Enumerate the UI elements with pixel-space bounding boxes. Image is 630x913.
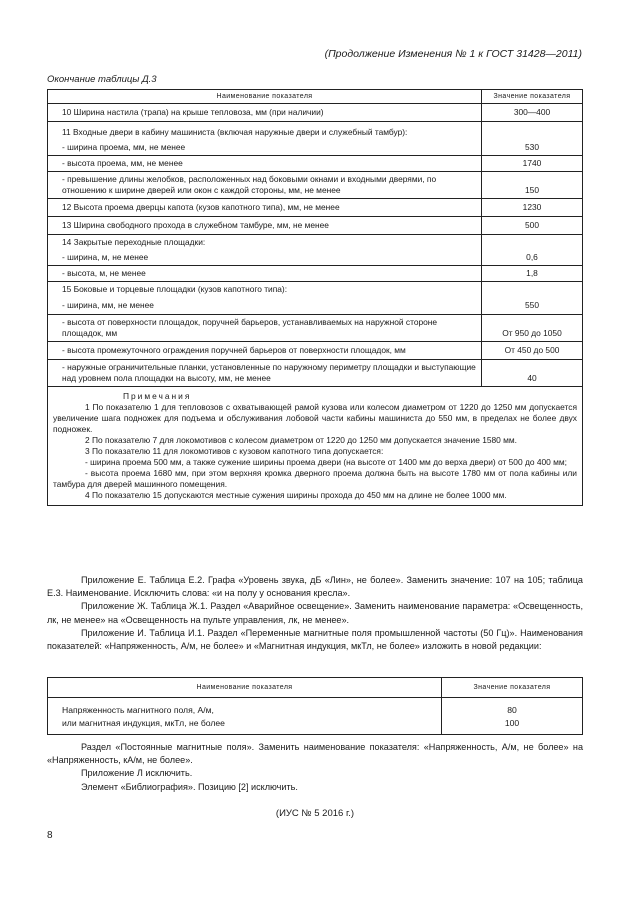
note-3b: - высота проема 1680 мм, при этом верхняя кромка дверного проема должна быть на высоте 1780 мм от пола кабины или тамбура для дверей машинного помещения. (53, 468, 577, 489)
row-15a-value: 550 (482, 297, 583, 315)
col-header-name: Наименование показателя (48, 90, 482, 104)
paragraph-static-fields: Раздел «Постоянные магнитные поля». Заменить наименование показателя: «Напряженность, А/м, не более» на «Напряженность, кА/м, не более». (47, 742, 583, 766)
row-15d-value: 40 (482, 360, 583, 387)
table-row (48, 698, 583, 735)
row-10-name: 10 Ширина настила (трапа) на крыше тепловоза, мм (при наличии) (48, 104, 482, 122)
col-header-value: Значение показателя (442, 678, 583, 698)
col-header-value: Значение показателя (482, 90, 583, 104)
row-10-value: 300—400 (482, 104, 583, 122)
paragraph-appendix-zh: Приложение Ж. Таблица Ж.1. Раздел «Аварийное освещение». Заменить наименование параметра: «Освещенность, лк, не менее» на «Освещенность на пульте управления, лк, не менее». (47, 601, 583, 625)
paragraph-appendix-l: Приложение Л исключить. (81, 768, 193, 779)
row-2-name: или магнитная индукция, мкТл, не более (62, 718, 225, 728)
row-14a-value: 0,6 (482, 250, 583, 266)
row-11c-value: 150 (482, 172, 583, 199)
row-14b-name: - высота, м, не менее (48, 266, 482, 282)
page-header: (Продолжение Изменения № 1 к ГОСТ 31428—2011) (324, 48, 582, 60)
row-2-value: 100 (504, 718, 520, 728)
ius-reference: (ИУС № 5 2016 г.) (275, 808, 355, 819)
row-13-name: 13 Ширина свободного прохода в служебном тамбуре, мм, не менее (48, 217, 482, 235)
paragraph-bibliography: Элемент «Библиография». Позицию [2] исключить. (81, 781, 298, 792)
row-15b-name: - высота от поверхности площадок, поручней барьеров, устанавливаемых на наружной стороне площадок, мм (48, 315, 482, 342)
row-12-name: 12 Высота проема дверцы капота (кузов капотного типа), мм, не менее (48, 199, 482, 217)
table-row (48, 140, 583, 156)
table-row (48, 172, 583, 199)
table-header-row (48, 678, 583, 698)
table-row (48, 342, 583, 360)
row-11a-name: - ширина проема, мм, не менее (48, 140, 482, 156)
row-15a-name: - ширина, мм, не менее (48, 297, 482, 315)
note-3: 3 По показателю 11 для локомотивов с кузовом капотного типа допускается: (85, 446, 384, 456)
row-11-name: 11 Входные двери в кабину машиниста (включая наружные двери и служебный тамбур): (48, 122, 482, 141)
row-12-value: 1230 (482, 199, 583, 217)
row-15b-value: От 950 до 1050 (482, 315, 583, 342)
row-15c-value: От 450 до 500 (482, 342, 583, 360)
row-15-name: 15 Боковые и торцевые площадки (кузов капотного типа): (48, 282, 482, 298)
note-1: 1 По показателю 1 для тепловозов с охватывающей рамой кузова или колесом диаметром от 1220 до 1250 мм допускается увеличение шага подножек для подъема и обслуживания лобовой части кабины машиниста до 550 мм, в пределах не более двух подножек. (53, 402, 577, 434)
table-magnetic-fields (47, 677, 583, 735)
table-row (48, 217, 583, 235)
row-14-name: 14 Закрытые переходные площадки: (48, 235, 482, 251)
note-4: 4 По показателю 15 допускаются местные сужения ширины прохода до 450 мм на длине не более 1000 мм. (85, 490, 507, 500)
row-1-value: 80 (507, 705, 517, 715)
note-2: 2 По показателю 7 для локомотивов с колесом диаметром от 1220 до 1250 мм допускается значение 1580 мм. (85, 435, 517, 445)
table-header-row (48, 90, 583, 104)
table-row (48, 199, 583, 217)
row-11b-value: 1740 (482, 156, 583, 172)
row-15c-name: - высота промежуточного ограждения поручней барьеров от поверхности площадок, мм (48, 342, 482, 360)
page-number: 8 (47, 830, 53, 841)
table-row (48, 156, 583, 172)
row-1-name: Напряженность магнитного поля, А/м, (62, 705, 214, 715)
paragraph-appendix-i: Приложение И. Таблица И.1. Раздел «Переменные магнитные поля промышленной частоты (50 Гц)». Наименования показателей: «Напряженность, А/м, не более» и «Магнитная индукция, мкТл, не более» изложить в новой редакции: (47, 627, 583, 652)
row-13-value: 500 (482, 217, 583, 235)
note-3a: - ширина проема 500 мм, а также сужение ширины проема двери (на высоте от 1400 мм до верха двери) от 500 до 400 мм; (85, 457, 567, 467)
row-14a-name: - ширина, м, не менее (48, 250, 482, 266)
notes-title: Примечания (123, 391, 192, 401)
table-row (48, 250, 583, 266)
row-11c-name: - превышение длины желобков, расположенных над боковыми окнами и входными дверями, по отношению к ширине дверей или окон с каждой стороны, мм, не менее (48, 172, 482, 199)
table-row (48, 297, 583, 315)
table-row (48, 104, 583, 122)
table-caption: Окончание таблицы Д.3 (47, 74, 157, 85)
table-row (48, 315, 583, 342)
table-row (48, 266, 583, 282)
table-notes (48, 387, 583, 506)
table-row (48, 360, 583, 387)
table-row (48, 282, 583, 298)
table-notes-row (48, 387, 583, 506)
paragraph-appendix-e: Приложение Е. Таблица Е.2. Графа «Уровень звука, дБ «Лин», не более». Заменить значение: 107 на 105; таблица Е.3. Наименование. Исключить слова: «и на полу у основания кресла». (47, 575, 583, 599)
body-text (47, 574, 583, 653)
table-row (48, 235, 583, 251)
row-15d-name: - наружные ограничительные планки, установленные по наружному периметру площадки и выступающие над уровнем пола площадки на высоту, мм, не менее (48, 360, 482, 387)
col-header-name: Наименование показателя (48, 678, 442, 698)
row-11b-name: - высота проема, мм, не менее (48, 156, 482, 172)
table-row (48, 122, 583, 141)
row-14b-value: 1,8 (482, 266, 583, 282)
table-d3 (47, 89, 583, 506)
row-11a-value: 530 (482, 140, 583, 156)
after-text (47, 741, 583, 794)
